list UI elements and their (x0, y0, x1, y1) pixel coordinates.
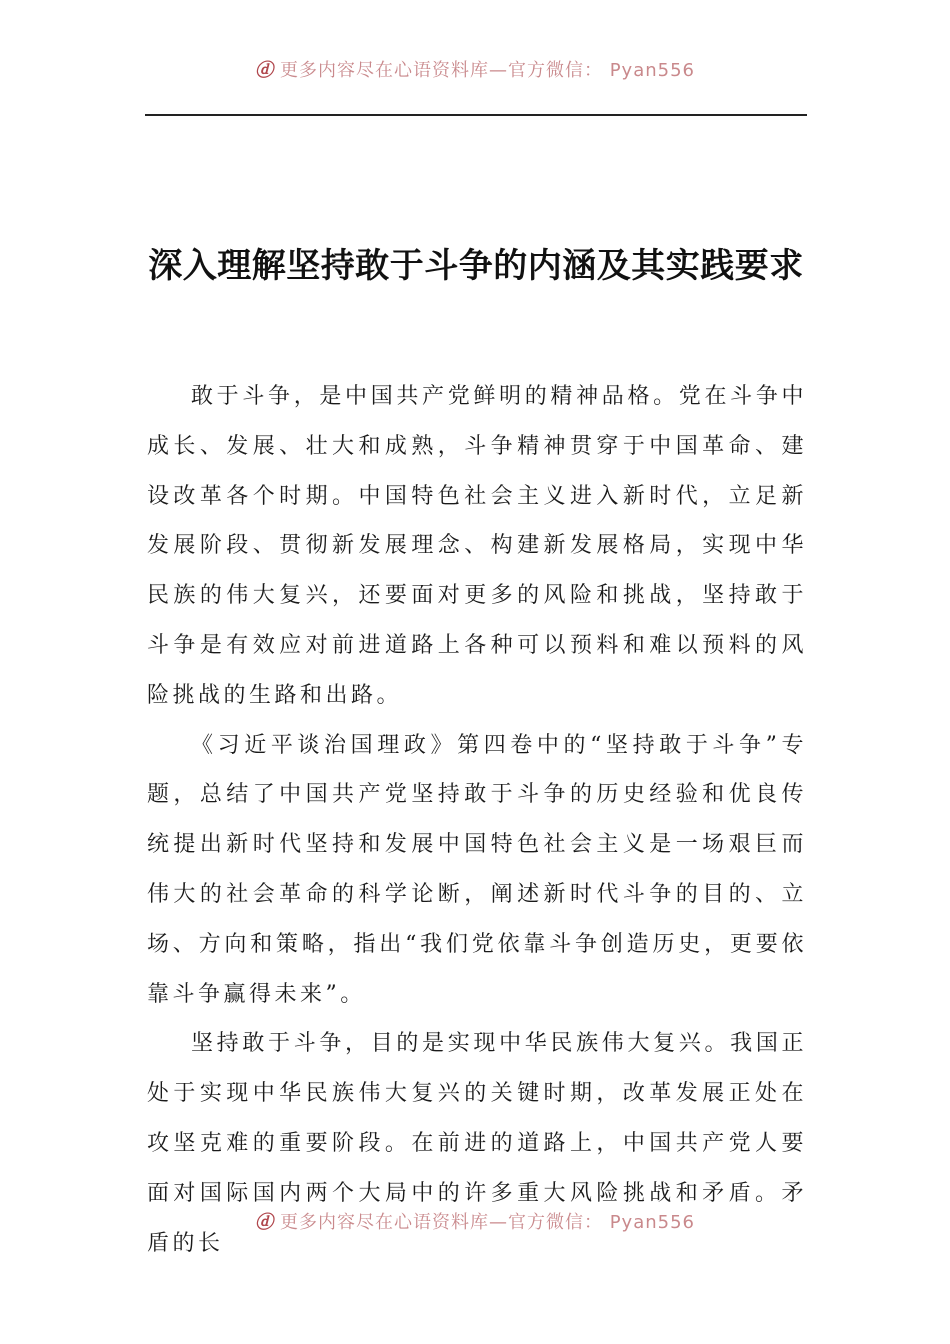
header-divider (145, 114, 807, 116)
footer-logo-icon: ⓓ (254, 1212, 274, 1233)
document-title: 深入理解坚持敢于斗争的内涵及其实践要求 (148, 245, 804, 286)
document-body (147, 372, 807, 1268)
body-paragraph-3: 坚持敢于斗争，目的是实现中华民族伟大复兴。我国正处于实现中华民族伟大复兴的关键时期，改革发展正处在攻坚克难的重要阶段。在前进的道路上，中国共产党人要面对国际国内两个大局中的许多重大风险挑战和矛盾。矛盾的长 (147, 1031, 807, 1256)
body-paragraph-2: 《习近平谈治国理政》第四卷中的“坚持敢于斗争”专题，总结了中国共产党坚持敢于斗争的历史经验和优良传统提出新时代坚持和发展中国特色社会主义是一场艰巨而伟大的社会革命的科学论断，阐述新时代斗争的目的、立场、方向和策略，指出“我们党依靠斗争创造历史，更要依靠斗争赢得未来”。 (147, 732, 807, 1007)
page-header-watermark (0, 56, 950, 82)
body-paragraph-1: 敢于斗争，是中国共产党鲜明的精神品格。党在斗争中成长、发展、壮大和成熟，斗争精神贯穿于中国革命、建设改革各个时期。中国特色社会主义进入新时代，立足新发展阶段、贯彻新发展理念、构建新发展格局，实现中华民族的伟大复兴，还要面对更多的风险和挑战，坚持敢于斗争是有效应对前进道路上各种可以预料和难以预料的风险挑战的生路和出路。 (147, 384, 807, 708)
watermark-logo-icon: ⓓ (254, 60, 274, 81)
page-footer-watermark (0, 1208, 950, 1234)
footer-watermark-text: 更多内容尽在心语资料库—官方微信： Pyan556 (279, 1212, 696, 1233)
header-watermark-text: 更多内容尽在心语资料库—官方微信： Pyan556 (279, 60, 696, 81)
